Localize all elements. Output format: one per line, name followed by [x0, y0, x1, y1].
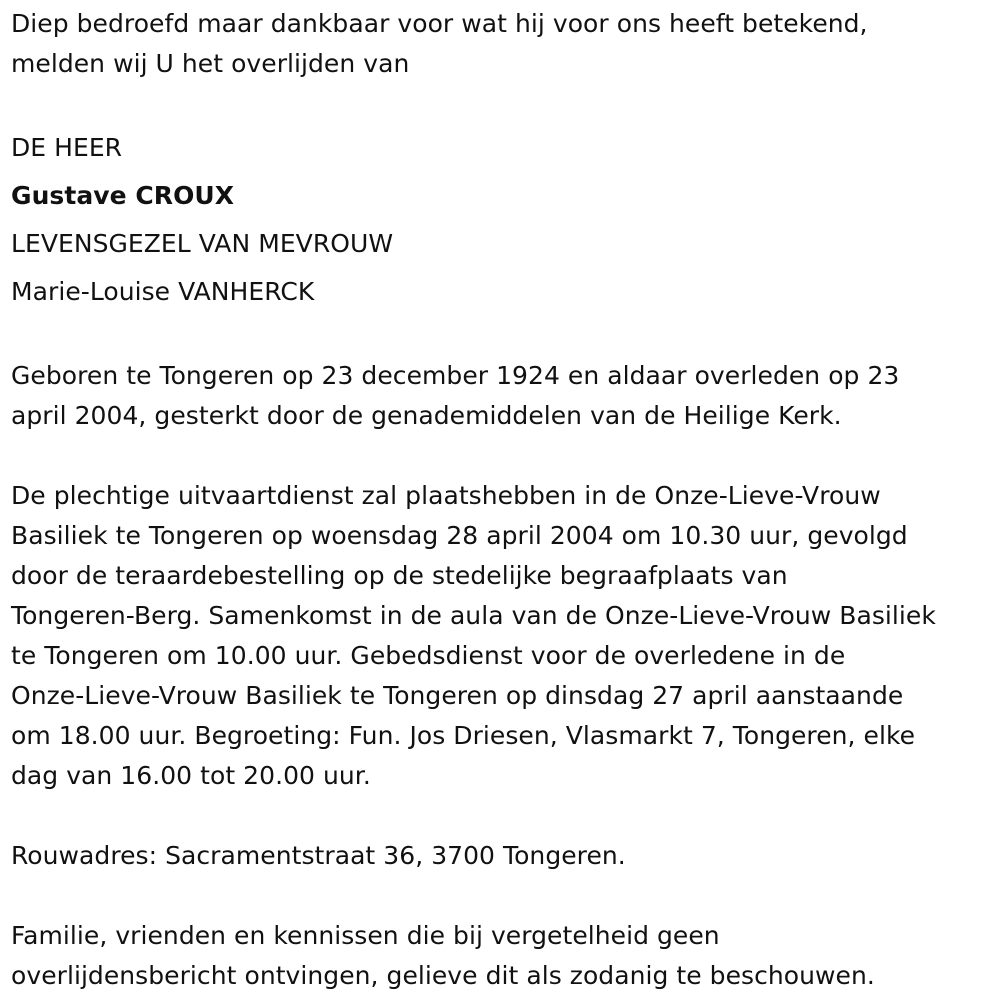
service-line: om 18.00 uur. Begroeting: Fun. Jos Driesen, Vlasmarkt 7, Tongeren, elke — [11, 721, 916, 750]
service-line: Onze-Lieve-Vrouw Basiliek te Tongeren op dinsdag 27 april aanstaande — [11, 681, 904, 710]
closing-line: overlijdensbericht ontvingen, gelieve dit als zodanig te beschouwen. — [11, 961, 875, 990]
intro-paragraph — [11, 0, 991, 84]
intro-line: melden wij U het overlijden van — [11, 49, 410, 78]
birth-death-line: Geboren te Tongeren op 23 december 1924 en aldaar overleden op 23 — [11, 361, 900, 390]
service-line: dag van 16.00 tot 20.00 uur. — [11, 761, 371, 790]
spacer — [11, 876, 991, 916]
birth-death-paragraph — [11, 356, 991, 436]
mourning-address: Rouwadres: Sacramentstraat 36, 3700 Tongeren. — [11, 841, 626, 870]
obituary-notice — [11, 0, 991, 996]
spacer — [11, 84, 991, 124]
closing-paragraph — [11, 916, 991, 996]
closing-line: Familie, vrienden en kennissen die bij vergetelheid geen — [11, 921, 720, 950]
intro-line: Diep bedroefd maar dankbaar voor wat hij voor ons heeft betekend, — [11, 9, 868, 38]
birth-death-line: april 2004, gesterkt door de genademiddelen van de Heilige Kerk. — [11, 401, 842, 430]
service-line: Basiliek te Tongeren op woensdag 28 april 2004 om 10.30 uur, gevolgd — [11, 521, 908, 550]
service-line: Tongeren-Berg. Samenkomst in de aula van de Onze-Lieve-Vrouw Basiliek — [11, 601, 936, 630]
spacer — [11, 316, 991, 356]
service-line: door de teraardebestelling op de stedelijke begraafplaats van — [11, 561, 788, 590]
service-paragraph — [11, 476, 991, 796]
deceased-block — [11, 124, 991, 316]
relation-label: LEVENSGEZEL VAN MEVROUW — [11, 229, 394, 258]
service-line: De plechtige uitvaartdienst zal plaatshebben in de Onze-Lieve-Vrouw — [11, 481, 881, 510]
spacer — [11, 796, 991, 836]
address-paragraph — [11, 836, 991, 876]
partner-name: Marie-Louise VANHERCK — [11, 277, 315, 306]
spacer — [11, 436, 991, 476]
deceased-name: Gustave CROUX — [11, 181, 235, 210]
service-line: te Tongeren om 10.00 uur. Gebedsdienst voor de overledene in de — [11, 641, 846, 670]
deceased-title: DE HEER — [11, 133, 123, 162]
